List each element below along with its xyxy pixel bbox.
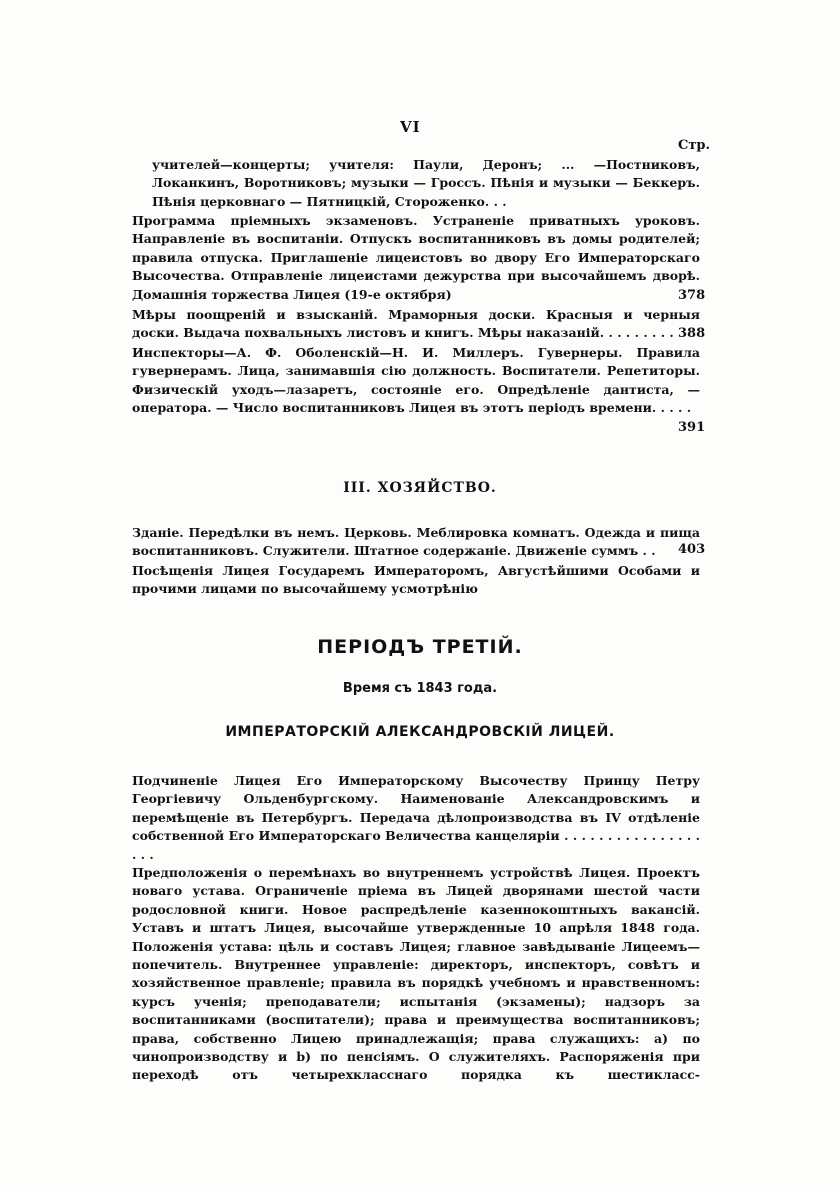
licey-title: ИМПЕРАТОРСКІЙ АЛЕКСАНДРОВСКІЙ ЛИЦЕЙ. (225, 724, 615, 740)
toc-entry (132, 772, 700, 864)
column-label-pages: Стр. (678, 138, 711, 153)
toc-entry (132, 562, 700, 599)
toc-entry (132, 344, 700, 418)
page-roman-numeral: VI (400, 118, 421, 136)
toc-entry-text: Зданіе. Передѣлки въ немъ. Церковь. Меблировка комнатъ. Одежда и пища воспитанниковъ. Служители. Штатное содержаніе. Движеніе суммъ . . (132, 525, 700, 559)
toc-page-number: 403 (678, 542, 706, 557)
section-heading: III. ХОЗЯЙСТВО. (343, 480, 497, 496)
toc-entry (132, 864, 700, 1085)
toc-entry-text: Мѣры поощреній и взысканій. Мраморныя доски. Красныя и черныя доски. Выдача похвальныхъ листовъ и книгъ. Мѣры наказаній. . . . . . . . . (132, 307, 700, 341)
toc-entry (132, 212, 700, 304)
toc-page-number: 378 (678, 288, 706, 303)
toc-page-number: 388 (678, 326, 706, 341)
toc-entry-text: Посѣщенія Лицея Государемъ Императоромъ, Августѣйшими Особами и прочими лицами по высочайшему усмотрѣнію (132, 563, 700, 597)
period-title: ПЕРІОДЪ ТРЕТІЙ. (317, 636, 523, 658)
toc-entry-text: учителей—концерты; учителя: Паули, Деронъ; ... —Постниковъ, Локанкинъ, Воротниковъ; музыки — Гроссъ. Пѣнія и музыки — Беккеръ. (152, 157, 700, 191)
toc-entry-text: Подчиненіе Лицея Его Императорскому Высочеству Принцу Петру Георгіевичу Ольденбургскому. Наименованіе Александровскимъ и перемѣщеніе въ Петербургъ. Передача дѣлопроизводства въ IV отдѣленіе собственной Его Императорскаго Величества канцеляріи . . . . . . . . . . . . . . . . . . . (132, 773, 700, 862)
toc-entry (132, 156, 700, 211)
toc-entry-text: Пѣнія церковнаго — Пятницкій, Стороженко. . . (152, 193, 507, 209)
toc-page-number: 391 (678, 420, 706, 435)
toc-entry-text: Предположенія о перемѣнахъ во внутреннемъ устройствѣ Лицея. Проектъ новаго устава. Ограниченіе пріема въ Лицей дворянами шестой части родословной книги. Новое распредѣленіе казеннокоштныхъ вакансій. Уставъ и штатъ Лицея, высочайше утвержденные 10 апрѣля 1848 года. Положенія устава: цѣль и составъ Лицея; главное завѣдываніе Лицеемъ—попечитель. Внутреннее управленіе: директоръ, инспекторъ, совѣтъ и хозяйственное правленіе; правила въ порядкѣ учебномъ и нравственномъ: курсъ ученія; преподаватели; испытанія (экзамены); надзоръ за воспитанниками (воспитатели); права и преимущества воспитанниковъ; права, собственно Лицею принадлежащія; права служащихъ: а) по чинопроизводству и b) по пенсіямъ. О служителяхъ. Распоряженія при переходѣ отъ четырехкласснаго порядка къ шестикласс- (132, 865, 700, 1083)
toc-entry (132, 306, 700, 343)
toc-entry-text: Программа пріемныхъ экзаменовъ. Устраненіе приватныхъ уроковъ. Направленіе въ воспитаніи. Отпускъ воспитанниковъ въ домы родителей; правила отпуска. Приглашеніе лицеистовъ во двору Его Императорскаго Высочества. Отправленіе лицеистами дежурства при высочайшемъ дворѣ. Домашнія торжества Лицея (19-е октября) (132, 213, 700, 302)
toc-entry (132, 524, 700, 561)
toc-entry-text: Инспекторы—А. Ф. Оболенскій—Н. И. Миллеръ. Гувернеры. Правила гувернерамъ. Лица, занимавшія сію должность. Воспитатели. Репетиторы. Физическій уходъ—лазаретъ, состояніе его. Опредѣленіе дантиста, — оператора. — Число воспитанниковъ Лицея въ этотъ періодъ времени. . . . . (132, 345, 700, 416)
period-subtitle: Время съ 1843 года. (342, 681, 498, 696)
